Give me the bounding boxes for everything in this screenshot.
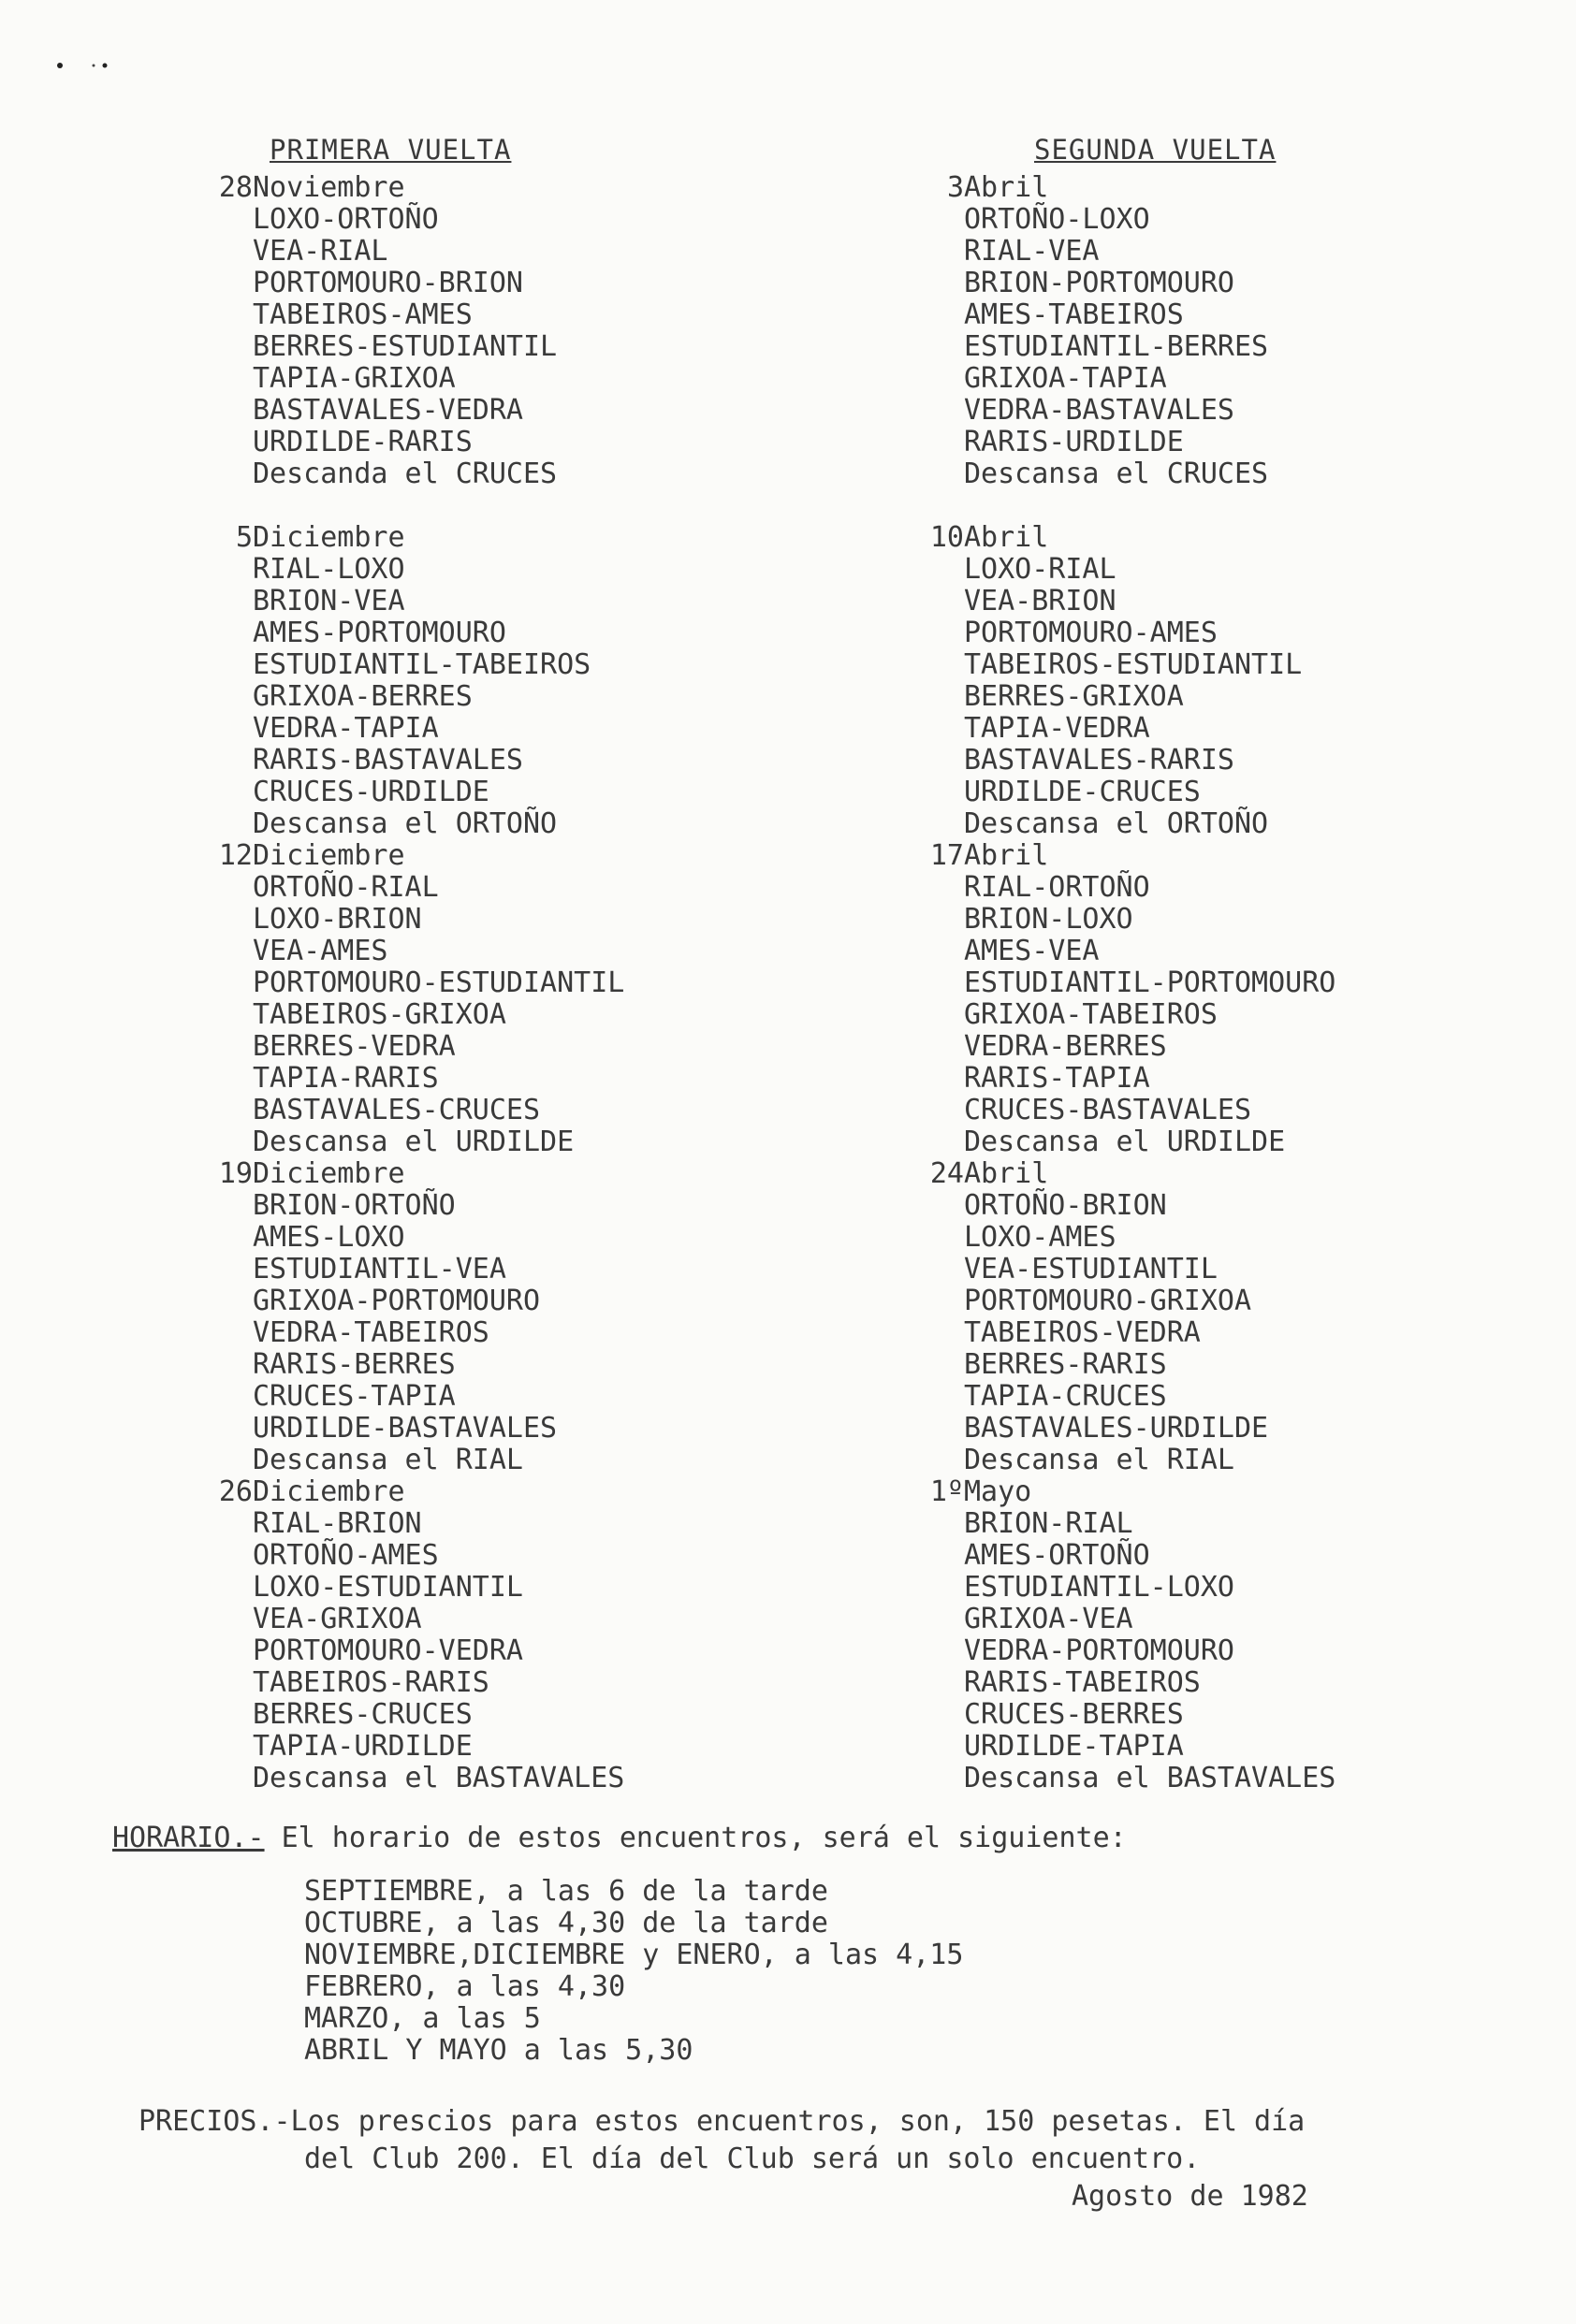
match-item: CRUCES-BERRES xyxy=(964,1698,1184,1731)
precios-line-2: del Club 200. El día del Club será un solo encuentro. xyxy=(304,2142,1201,2175)
match-item: RARIS-TABEIROS xyxy=(964,1666,1201,1699)
match-item: CRUCES-BASTAVALES xyxy=(964,1094,1252,1126)
match-item: ESTUDIANTIL-BERRES xyxy=(964,330,1269,363)
match-item: VEA-BRION xyxy=(964,585,1116,617)
match-item: LOXO-BRION xyxy=(253,903,422,936)
match-item: GRIXOA-PORTOMOURO xyxy=(253,1285,541,1317)
round-date xyxy=(187,840,711,872)
match-item: LOXO-ESTUDIANTIL xyxy=(253,1571,523,1604)
schedule-line: SEPTIEMBRE, a las 6 de la tarde xyxy=(304,1875,828,1908)
round-date xyxy=(898,1476,1423,1508)
match-item: TABEIROS-RARIS xyxy=(253,1666,489,1699)
match-item: BERRES-VEDRA xyxy=(253,1030,456,1063)
rest-team: Descanda el CRUCES xyxy=(253,458,558,490)
rest-team: Descansa el URDILDE xyxy=(964,1126,1286,1158)
round-day: 24 xyxy=(929,1157,964,1190)
round-date xyxy=(187,1476,711,1508)
round-block xyxy=(898,172,1423,490)
round-month: Diciembre xyxy=(253,521,405,554)
second-round-list xyxy=(898,172,1423,1794)
match-item: PORTOMOURO-ESTUDIANTIL xyxy=(253,966,625,999)
match-item: GRIXOA-VEA xyxy=(964,1603,1133,1635)
match-item: VEA-ESTUDIANTIL xyxy=(964,1253,1218,1285)
match-item: TABEIROS-GRIXOA xyxy=(253,998,506,1031)
round-month: Noviembre xyxy=(253,171,405,204)
match-item: LOXO-ORTOÑO xyxy=(253,203,439,236)
rest-team: Descansa el URDILDE xyxy=(253,1126,575,1158)
schedule-line: NOVIEMBRE,DICIEMBRE y ENERO, a las 4,15 xyxy=(304,1939,964,1971)
match-item: ESTUDIANTIL-LOXO xyxy=(964,1571,1234,1604)
round-day: 26 xyxy=(218,1475,253,1508)
round-date xyxy=(187,1158,711,1190)
match-item: VEA-GRIXOA xyxy=(253,1603,422,1635)
precios-section xyxy=(139,2103,1449,2178)
match-item: CRUCES-URDILDE xyxy=(253,776,489,808)
match-item: URDILDE-TAPIA xyxy=(964,1730,1184,1763)
schedule-line: MARZO, a las 5 xyxy=(304,2002,541,2035)
match-item: TAPIA-CRUCES xyxy=(964,1380,1167,1413)
match-item: BASTAVALES-VEDRA xyxy=(253,394,523,427)
round-day: 28 xyxy=(218,171,253,204)
match-item: ESTUDIANTIL-VEA xyxy=(253,1253,506,1285)
match-item: VEA-RIAL xyxy=(253,235,388,268)
rest-team: Descansa el BASTAVALES xyxy=(964,1762,1336,1794)
match-item: URDILDE-RARIS xyxy=(253,426,473,458)
round-date xyxy=(898,840,1423,872)
rest-team: Descansa el RIAL xyxy=(964,1444,1234,1476)
round-block xyxy=(898,522,1423,840)
match-item: BERRES-RARIS xyxy=(964,1348,1167,1381)
match-item: BERRES-CRUCES xyxy=(253,1698,473,1731)
match-item: PORTOMOURO-VEDRA xyxy=(253,1634,523,1667)
match-item: BERRES-ESTUDIANTIL xyxy=(253,330,558,363)
round-month: Mayo xyxy=(964,1475,1032,1508)
horario-section xyxy=(112,1820,1460,2067)
match-item: BRION-ORTOÑO xyxy=(253,1189,456,1222)
match-item: RIAL-ORTOÑO xyxy=(964,871,1150,904)
match-item: PORTOMOURO-BRION xyxy=(253,267,523,299)
match-item: VEDRA-BASTAVALES xyxy=(964,394,1234,427)
match-item: RARIS-BERRES xyxy=(253,1348,456,1381)
round-day: 12 xyxy=(218,839,253,872)
rest-team: Descansa el CRUCES xyxy=(964,458,1269,490)
round-date xyxy=(187,172,711,204)
round-day: 10 xyxy=(929,521,964,554)
round-block xyxy=(898,840,1423,1158)
match-item: ESTUDIANTIL-PORTOMOURO xyxy=(964,966,1336,999)
match-item: URDILDE-CRUCES xyxy=(964,776,1201,808)
first-round-list xyxy=(187,172,711,1794)
match-item: AMES-LOXO xyxy=(253,1221,405,1254)
match-item: PORTOMOURO-GRIXOA xyxy=(964,1285,1252,1317)
schedule-line: FEBRERO, a las 4,30 xyxy=(304,1970,626,2003)
round-block xyxy=(187,1476,711,1794)
date-signature: Agosto de 1982 xyxy=(1072,2180,1308,2213)
match-item: VEDRA-TABEIROS xyxy=(253,1316,489,1349)
round-month: Diciembre xyxy=(253,1157,405,1190)
rest-team: Descansa el ORTOÑO xyxy=(964,807,1269,840)
match-item: CRUCES-TAPIA xyxy=(253,1380,456,1413)
match-item: VEDRA-BERRES xyxy=(964,1030,1167,1063)
match-item: BASTAVALES-CRUCES xyxy=(253,1094,541,1126)
match-item: TABEIROS-ESTUDIANTIL xyxy=(964,648,1303,681)
match-item: URDILDE-BASTAVALES xyxy=(253,1412,558,1445)
match-item: AMES-TABEIROS xyxy=(964,298,1184,331)
round-block xyxy=(898,1158,1423,1476)
match-item: VEDRA-PORTOMOURO xyxy=(964,1634,1234,1667)
match-item: VEA-AMES xyxy=(253,935,388,967)
match-item: AMES-PORTOMOURO xyxy=(253,617,506,649)
round-date xyxy=(898,172,1423,204)
match-item: BRION-RIAL xyxy=(964,1507,1133,1540)
round-date xyxy=(898,1158,1423,1190)
second-round-column xyxy=(898,131,1423,1794)
round-month: Abril xyxy=(964,839,1049,872)
round-block xyxy=(187,840,711,1158)
match-item: TAPIA-URDILDE xyxy=(253,1730,473,1763)
ink-mark xyxy=(56,62,110,69)
match-item: AMES-VEA xyxy=(964,935,1100,967)
rest-team: Descansa el BASTAVALES xyxy=(253,1762,625,1794)
round-day: 3 xyxy=(946,171,964,204)
round-day: 17 xyxy=(929,839,964,872)
match-item: BRION-VEA xyxy=(253,585,405,617)
match-item: LOXO-RIAL xyxy=(964,553,1116,586)
schedule-line: OCTUBRE, a las 4,30 de la tarde xyxy=(304,1907,828,1939)
match-item: BASTAVALES-URDILDE xyxy=(964,1412,1269,1445)
match-item: TAPIA-VEDRA xyxy=(964,712,1150,745)
round-month: Diciembre xyxy=(253,1475,405,1508)
match-item: RARIS-URDILDE xyxy=(964,426,1184,458)
match-item: TABEIROS-AMES xyxy=(253,298,473,331)
match-item: ORTOÑO-BRION xyxy=(964,1189,1167,1222)
match-item: TAPIA-RARIS xyxy=(253,1062,439,1095)
precios-line-1: PRECIOS.-Los prescios para estos encuentros, son, 150 pesetas. El día xyxy=(139,2105,1306,2138)
horario-heading xyxy=(112,1820,1460,1857)
second-round-title: SEGUNDA VUELTA xyxy=(1034,134,1277,166)
match-item: TAPIA-GRIXOA xyxy=(253,362,456,395)
round-date xyxy=(898,522,1423,554)
match-item: RIAL-LOXO xyxy=(253,553,405,586)
round-day: 19 xyxy=(218,1157,253,1190)
round-block xyxy=(187,172,711,490)
round-day: 1º xyxy=(929,1475,964,1508)
match-item: ESTUDIANTIL-TABEIROS xyxy=(253,648,591,681)
round-block xyxy=(187,1158,711,1476)
match-item: GRIXOA-TAPIA xyxy=(964,362,1167,395)
round-month: Abril xyxy=(964,171,1049,204)
match-item: BASTAVALES-RARIS xyxy=(964,744,1234,777)
round-block xyxy=(187,522,711,840)
round-month: Abril xyxy=(964,521,1049,554)
first-round-title: PRIMERA VUELTA xyxy=(270,134,512,166)
horario-label: HORARIO.- xyxy=(112,1822,265,1854)
match-item: PORTOMOURO-AMES xyxy=(964,617,1218,649)
round-block xyxy=(898,1476,1423,1794)
match-item: RIAL-BRION xyxy=(253,1507,422,1540)
match-item: GRIXOA-TABEIROS xyxy=(964,998,1218,1031)
round-month: Diciembre xyxy=(253,839,405,872)
round-day: 5 xyxy=(235,521,253,554)
match-item: ORTOÑO-LOXO xyxy=(964,203,1150,236)
match-item: VEDRA-TAPIA xyxy=(253,712,439,745)
match-item: BRION-LOXO xyxy=(964,903,1133,936)
match-item: BRION-PORTOMOURO xyxy=(964,267,1234,299)
round-month: Abril xyxy=(964,1157,1049,1190)
match-item: BERRES-GRIXOA xyxy=(964,680,1184,713)
match-item: ORTOÑO-AMES xyxy=(253,1539,439,1572)
match-item: ORTOÑO-RIAL xyxy=(253,871,439,904)
round-date xyxy=(187,522,711,554)
match-item: RARIS-BASTAVALES xyxy=(253,744,523,777)
horario-text: El horario de estos encuentros, será el siguiente: xyxy=(281,1822,1127,1854)
first-round-column xyxy=(187,131,711,1794)
match-item: AMES-ORTOÑO xyxy=(964,1539,1150,1572)
rest-team: Descansa el ORTOÑO xyxy=(253,807,558,840)
schedule-line: ABRIL Y MAYO a las 5,30 xyxy=(304,2034,693,2067)
match-item: RARIS-TAPIA xyxy=(964,1062,1150,1095)
match-item: RIAL-VEA xyxy=(964,235,1100,268)
horario-schedule xyxy=(304,1876,1460,2067)
match-item: GRIXOA-BERRES xyxy=(253,680,473,713)
match-item: LOXO-AMES xyxy=(964,1221,1116,1254)
match-item: TABEIROS-VEDRA xyxy=(964,1316,1201,1349)
rest-team: Descansa el RIAL xyxy=(253,1444,523,1476)
